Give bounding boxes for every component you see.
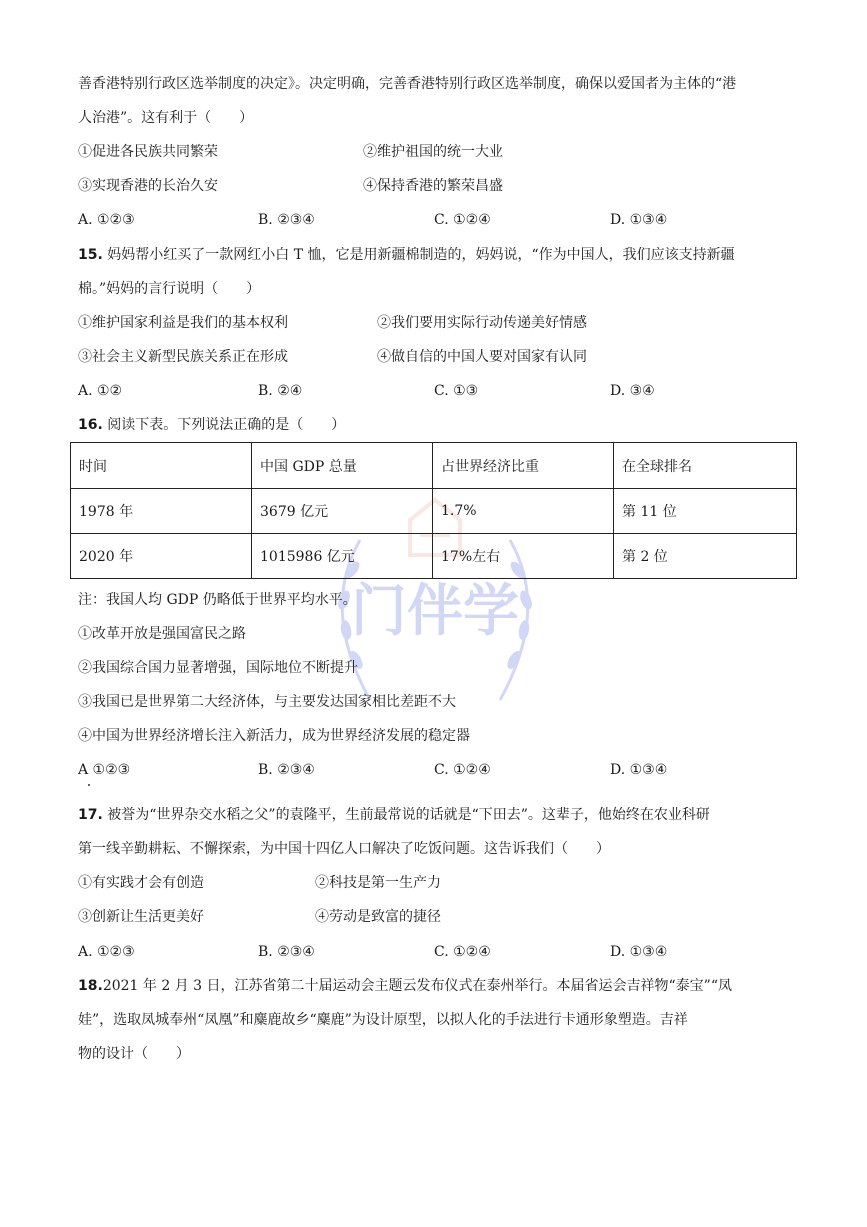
stray-dot — [88, 784, 90, 786]
table-header-cell: 占世界经济比重 — [433, 443, 614, 489]
q17-item-4: ④劳动是致富的捷径 — [315, 909, 441, 925]
q17-item-2: ②科技是第一生产力 — [315, 875, 441, 891]
table-cell: 1978 年 — [71, 489, 252, 534]
q15-item-3: ③社会主义新型民族关系正在形成 — [78, 349, 288, 365]
q16-choice-d: D. ①③④ — [610, 762, 668, 778]
q15-choice-a: A. ①② — [78, 383, 123, 399]
q18-stem-text: 2021 年 2 月 3 日，江苏省第二十届运动会主题云发布仪式在泰州举行。本届省运会吉祥物“泰宝”“凤 — [102, 978, 732, 994]
table-row — [71, 534, 797, 579]
q15-choice-d: D. ③④ — [610, 383, 655, 399]
q14-stem-line2: 人治港”。这有利于（ ） — [78, 110, 254, 126]
q14-choice-d: D. ①③④ — [610, 212, 668, 228]
table-header-row — [71, 443, 797, 489]
q14-item-3: ③实现香港的长治久安 — [78, 178, 218, 194]
q15-stem-line1 — [78, 245, 735, 265]
q17-stem-text: 被誉为“世界杂交水稻之父”的袁隆平，生前最常说的话就是“下田去”。这辈子，他始终在农业科研 — [107, 807, 710, 823]
q15-item-2: ②我们要用实际行动传递美好情感 — [377, 315, 587, 331]
table-cell: 第 2 位 — [614, 534, 797, 579]
q14-choice-a: A. ①②③ — [78, 212, 135, 228]
table-cell: 17%左右 — [433, 534, 614, 579]
q16-item-3: ③我国已是世界第二大经济体，与主要发达国家相比差距不大 — [78, 694, 456, 710]
q18-stem-line3: 物的设计（ ） — [78, 1046, 190, 1062]
table-row — [71, 489, 797, 534]
q16-number: 16. — [78, 417, 103, 433]
q18-stem-line1 — [78, 976, 732, 996]
table-header-cell: 中国 GDP 总量 — [252, 443, 433, 489]
table-header-cell: 时间 — [71, 443, 252, 489]
q16-choice-a: A ①②③ — [78, 762, 131, 778]
q14-stem-line1: 善香港特别行政区选举制度的决定》。决定明确，完善香港特别行政区选举制度，确保以爱国者为主体的“港 — [78, 76, 737, 92]
q16-stem — [78, 415, 345, 435]
q14-item-4: ④保持香港的繁荣昌盛 — [363, 178, 503, 194]
q16-choice-c: C. ①②④ — [434, 762, 491, 778]
watermark-text: 门伴学 — [351, 579, 519, 644]
q16-item-1: ①改革开放是强国富民之路 — [78, 626, 246, 642]
table-cell: 1.7% — [433, 489, 614, 534]
q17-choice-c: C. ①②④ — [434, 944, 491, 960]
table-cell: 2020 年 — [71, 534, 252, 579]
q15-choice-c: C. ①③ — [434, 383, 479, 399]
q14-choice-b: B. ②③④ — [258, 212, 315, 228]
q15-stem-text: 妈妈帮小红买了一款网红小白 T 恤，它是用新疆棉制造的，妈妈说，“作为中国人，我们应该支持新疆 — [107, 247, 735, 263]
q14-choice-c: C. ①②④ — [434, 212, 491, 228]
q16-stem-text: 阅读下表。下列说法正确的是（ ） — [107, 417, 346, 433]
table-cell: 1015986 亿元 — [252, 534, 433, 579]
q17-item-3: ③创新让生活更美好 — [78, 909, 204, 925]
q15-choice-b: B. ②④ — [258, 383, 303, 399]
table-header-cell: 在全球排名 — [614, 443, 797, 489]
q17-number: 17. — [78, 807, 103, 823]
q16-note: 注：我国人均 GDP 仍略低于世界平均水平。 — [78, 592, 357, 608]
q14-item-2: ②维护祖国的统一大业 — [363, 144, 503, 160]
q18-stem-line2: 娃”，选取凤城奉州“凤凰”和麋鹿故乡“麋鹿”为设计原型，以拟人化的手法进行卡通形象塑造。吉祥 — [78, 1012, 688, 1028]
q17-choice-b: B. ②③④ — [258, 944, 315, 960]
q15-stem-line2: 棉。”妈妈的言行说明（ ） — [78, 281, 261, 297]
gdp-table — [70, 442, 797, 579]
q17-stem-line1 — [78, 805, 710, 825]
q16-item-2: ②我国综合国力显著增强，国际地位不断提升 — [78, 660, 358, 676]
q16-choice-b: B. ②③④ — [258, 762, 315, 778]
q15-number: 15. — [78, 247, 103, 263]
table-cell: 3679 亿元 — [252, 489, 433, 534]
q17-choice-d: D. ①③④ — [610, 944, 668, 960]
table-cell: 第 11 位 — [614, 489, 797, 534]
q14-item-1: ①促进各民族共同繁荣 — [78, 144, 218, 160]
q17-stem-line2: 第一线辛勤耕耘、不懈探索，为中国十四亿人口解决了吃饭问题。这告诉我们（ ） — [78, 841, 610, 857]
q16-item-4: ④中国为世界经济增长注入新活力，成为世界经济发展的稳定器 — [78, 728, 470, 744]
q15-item-4: ④做自信的中国人要对国家有认同 — [377, 349, 587, 365]
q15-item-1: ①维护国家利益是我们的基本权利 — [78, 315, 288, 331]
q17-item-1: ①有实践才会有创造 — [78, 875, 204, 891]
q18-number: 18. — [78, 978, 103, 994]
q17-choice-a: A. ①②③ — [78, 944, 135, 960]
